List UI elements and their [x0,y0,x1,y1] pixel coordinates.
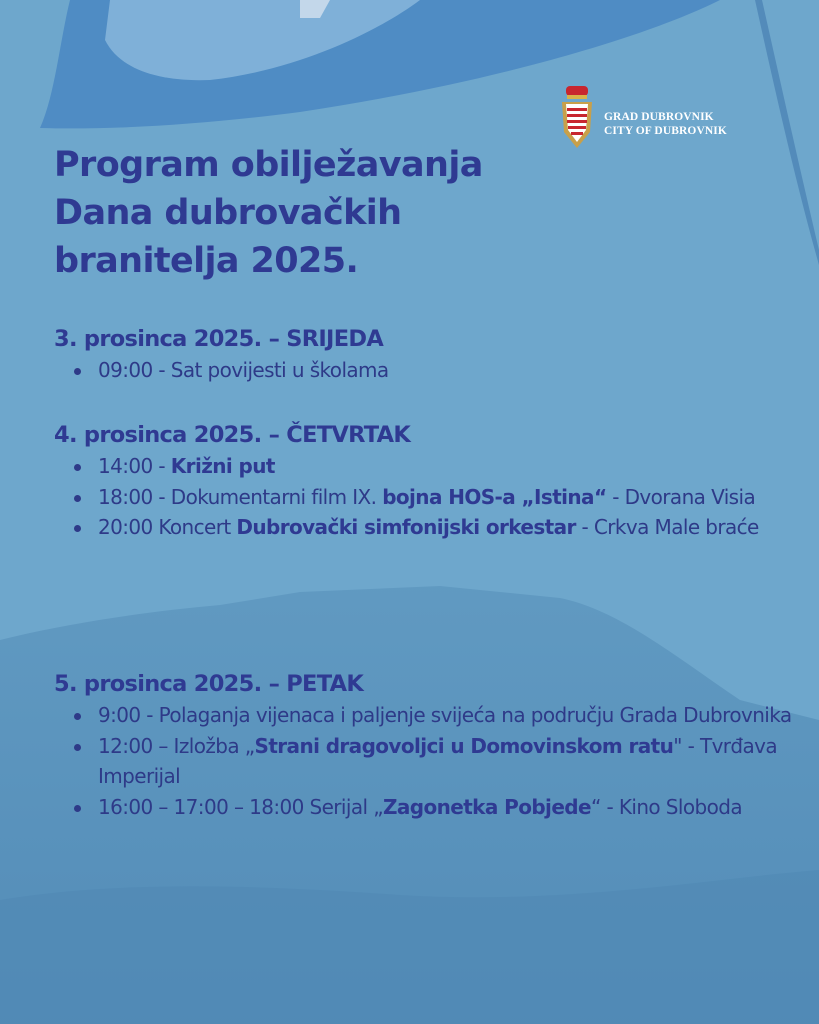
day-section-5-december [54,668,794,822]
event-highlight: Zagonetka Pobjede [382,794,591,819]
event-list [54,700,794,822]
title-line-2: Dana dubrovačkih [54,193,402,233]
title-line-3: branitelja 2025. [54,241,359,281]
event-item [98,451,794,482]
event-location: - Crkva Male braće [575,515,759,539]
event-location: - Dvorana Visia [606,484,756,509]
event-item [98,700,794,731]
title-line-1: Program obilježavanja [54,145,483,185]
event-text: 09:00 - Sat povijesti u školama [98,358,389,382]
event-highlight: Križni put [170,454,275,478]
event-text: 18:00 - Dokumentarni film IX. [98,484,383,509]
city-logo [556,84,727,152]
event-text: 9:00 - Polaganja vijenaca i paljenje svijeća na području Grada Dubrovnika [98,703,792,727]
day-section-4-december [54,419,794,543]
event-list [54,355,794,386]
event-list [54,451,794,543]
event-location: “ - Kino Sloboda [590,794,742,819]
event-highlight: Strani dragovoljci u Domovinskom ratu [254,733,674,758]
day-heading: 5. prosinca 2025. – PETAK [54,671,364,697]
event-item [98,731,794,792]
event-item [98,792,794,823]
day-section-3-december [54,323,794,386]
event-text: 20:00 Koncert [98,515,237,539]
logo-line-1: GRAD DUBROVNIK [604,111,714,123]
event-text: 14:00 - [98,454,171,478]
event-highlight: Dubrovački simfonijski orkestar [236,515,576,539]
logo-line-2: CITY OF DUBROVNIK [604,125,727,137]
event-item [98,512,794,543]
page-title [54,141,574,285]
event-text: 16:00 – 17:00 – 18:00 Serijal „ [98,794,383,819]
event-location: " - Tvrđava Imperijal [98,733,778,788]
day-heading: 3. prosinca 2025. – SRIJEDA [54,326,384,352]
event-item [98,482,794,513]
day-heading: 4. prosinca 2025. – ČETVRTAK [54,422,411,448]
event-item [98,355,794,386]
event-highlight: bojna HOS-a „Istina“ [382,484,607,509]
event-text: 12:00 – Izložba „ [98,733,255,758]
